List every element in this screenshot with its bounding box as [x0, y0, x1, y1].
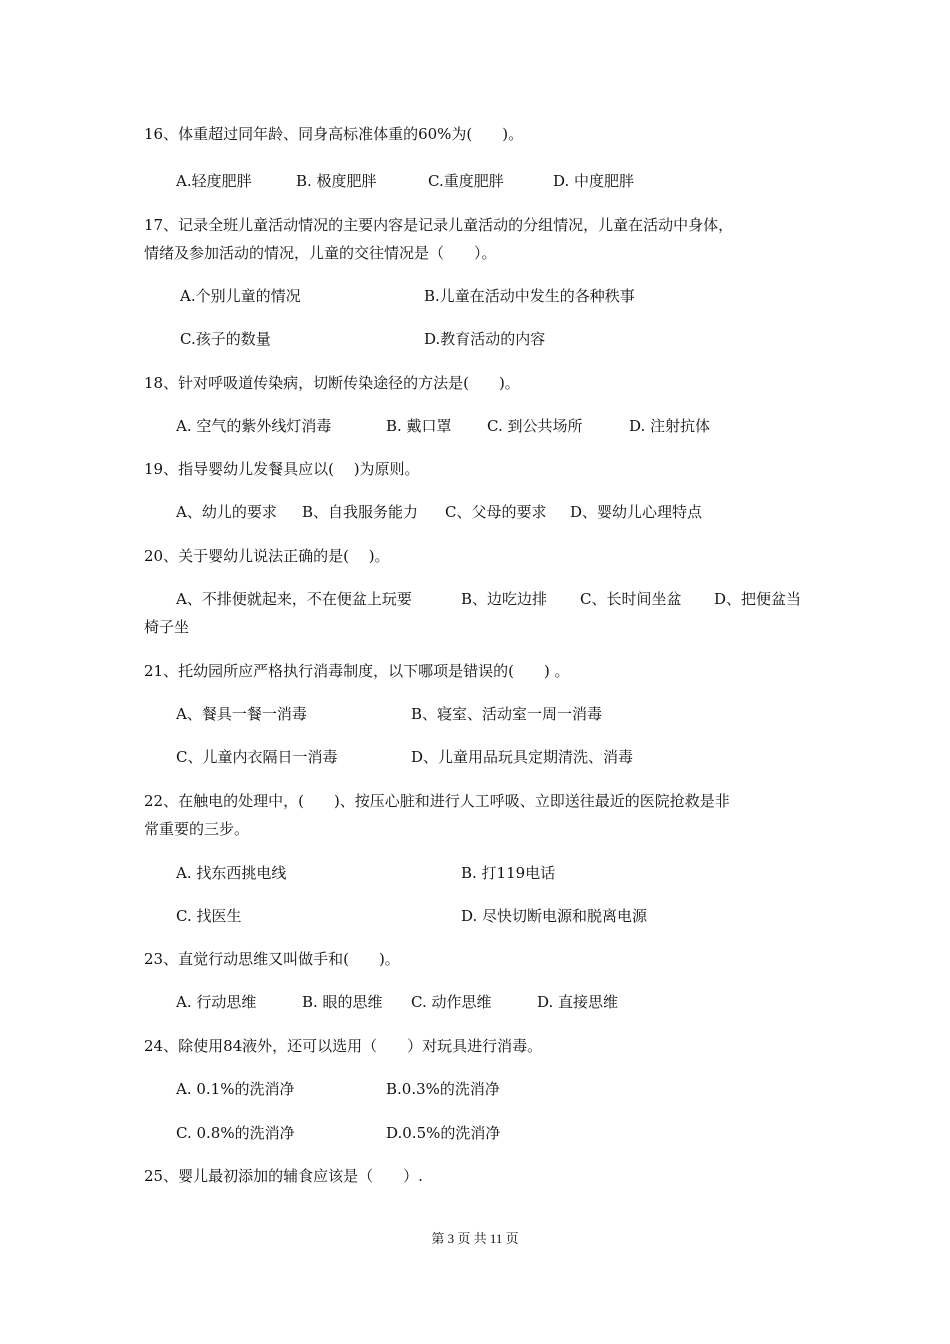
- answer-option: A、幼儿的要求: [176, 503, 277, 521]
- answer-option: A. 0.1%的洗消净: [176, 1080, 295, 1098]
- question-stem: 22、在触电的处理中，( )、按压心脏和进行人工呼吸、立即送往最近的医院抢救是非: [144, 792, 730, 810]
- answer-option: B、边吃边排: [461, 590, 548, 608]
- answer-option: D、婴幼儿心理特点: [570, 503, 703, 521]
- page-footer: 第 3 页 共 11 页: [431, 1231, 519, 1246]
- question-stem: 23、直觉行动思维又叫做手和( )。: [144, 950, 400, 968]
- answer-option: C.重度肥胖: [428, 172, 504, 190]
- question-stem: 19、指导婴幼儿发餐具应以( )为原则。: [144, 460, 420, 478]
- answer-option: A.个别儿童的情况: [180, 287, 301, 305]
- question-stem: 24、除使用84液外，还可以选用（ ）对玩具进行消毒。: [144, 1037, 543, 1055]
- question-stem: 16、体重超过同年龄、同身高标准体重的60%为( )。: [144, 125, 524, 143]
- answer-option: A.轻度肥胖: [176, 172, 252, 190]
- answer-option: A、不排便就起来，不在便盆上玩要: [176, 590, 412, 608]
- answer-option: B、自我服务能力: [302, 503, 419, 521]
- question-stem: 25、婴儿最初添加的辅食应该是（ ）.: [144, 1167, 423, 1185]
- answer-option: D、把便盆当: [714, 590, 802, 608]
- answer-option: D.0.5%的洗消净: [386, 1124, 501, 1142]
- answer-option: C. 动作思维: [411, 993, 492, 1011]
- answer-option: D.教育活动的内容: [424, 330, 546, 348]
- answer-option: C. 找医生: [176, 907, 242, 925]
- answer-option: C、父母的要求: [445, 503, 547, 521]
- answer-option: A. 找东西挑电线: [176, 864, 287, 882]
- answer-option: C.孩子的数量: [180, 330, 271, 348]
- answer-option: A. 空气的紫外线灯消毒: [176, 417, 332, 435]
- answer-option: A. 行动思维: [176, 993, 257, 1011]
- answer-option: A、餐具一餐一消毒: [176, 705, 307, 723]
- answer-option: B. 戴口罩: [386, 417, 452, 435]
- answer-option: B.儿童在活动中发生的各种秩事: [424, 287, 635, 305]
- answer-option: B. 眼的思维: [302, 993, 383, 1011]
- answer-option: C、儿童内衣隔日一消毒: [176, 748, 338, 766]
- question-stem: 常重要的三步。: [144, 820, 250, 838]
- answer-option: D. 尽快切断电源和脱离电源: [461, 907, 648, 925]
- question-stem: 18、针对呼吸道传染病，切断传染途径的方法是( )。: [144, 374, 520, 392]
- answer-option: D. 注射抗体: [629, 417, 711, 435]
- answer-option: D. 中度肥胖: [553, 172, 635, 190]
- answer-option: B.0.3%的洗消净: [386, 1080, 500, 1098]
- answer-option: B. 极度肥胖: [296, 172, 377, 190]
- answer-option: C. 0.8%的洗消净: [176, 1124, 295, 1142]
- answer-option: D. 直接思维: [537, 993, 619, 1011]
- question-stem: 20、关于婴幼儿说法正确的是( )。: [144, 547, 390, 565]
- answer-option: C. 到公共场所: [487, 417, 583, 435]
- question-stem: 情绪及参加活动的情况，儿童的交往情况是（ ）。: [144, 244, 497, 262]
- answer-option: D、儿童用品玩具定期清洗、消毒: [411, 748, 634, 766]
- question-stem: 17、记录全班儿童活动情况的主要内容是记录儿童活动的分组情况，儿童在活动中身体，: [144, 216, 734, 234]
- answer-option: B. 打119电话: [461, 864, 556, 882]
- answer-option: C、长时间坐盆: [580, 590, 682, 608]
- answer-option: 椅子坐: [144, 618, 190, 636]
- question-stem: 21、托幼园所应严格执行消毒制度，以下哪项是错误的( ) 。: [144, 662, 570, 680]
- answer-option: B、寝室、活动室一周一消毒: [411, 705, 603, 723]
